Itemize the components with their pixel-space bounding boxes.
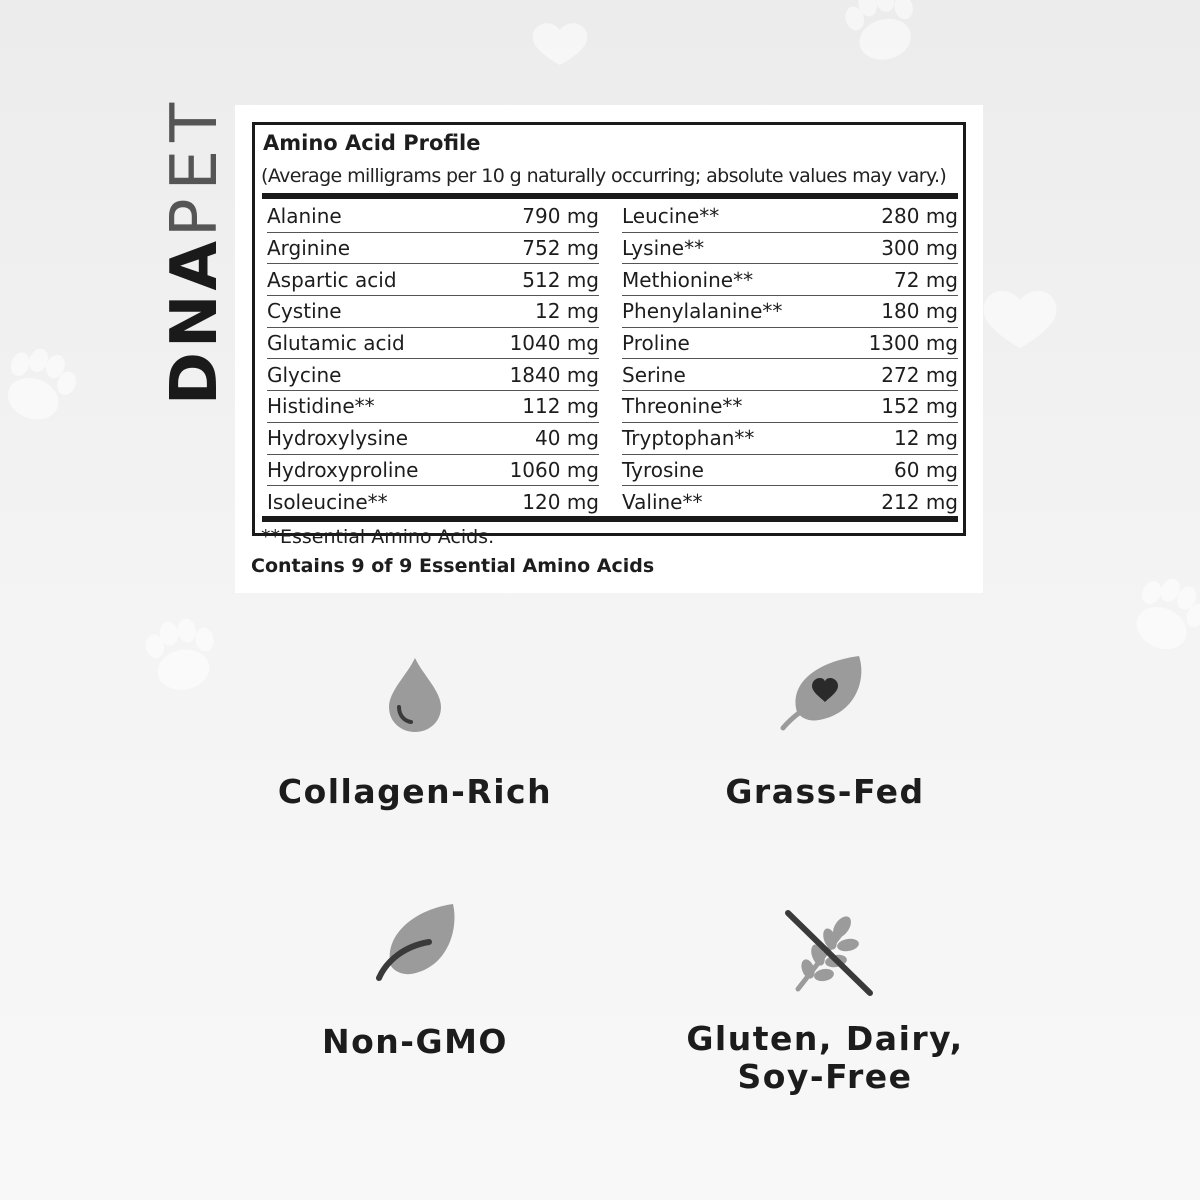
table-row: [267, 486, 599, 518]
amino-value: 752 mg: [522, 236, 599, 261]
feature-label: Grass-Fed: [725, 772, 925, 811]
table-row: [267, 455, 599, 487]
amino-value: 112 mg: [522, 394, 599, 419]
amino-value: 1840 mg: [509, 362, 599, 387]
amino-value: 790 mg: [522, 204, 599, 229]
amino-value: 272 mg: [881, 362, 958, 387]
amino-name: Methionine**: [622, 267, 754, 292]
amino-value: 152 mg: [881, 394, 958, 419]
label-footnote: **Essential Amino Acids.: [261, 526, 495, 548]
amino-name: Alanine: [267, 204, 342, 229]
table-row: [267, 328, 599, 360]
feature-label-line-2: Soy-Free: [737, 1057, 913, 1096]
essential-count-note: Contains 9 of 9 Essential Amino Acids: [251, 555, 655, 577]
leaf-icon: [365, 900, 465, 985]
table-row: [622, 328, 958, 360]
table-row: [622, 423, 958, 455]
table-row: [622, 391, 958, 423]
amino-value: 1300 mg: [868, 331, 958, 356]
leaf-heart-icon: [775, 650, 875, 735]
heart-icon: [984, 291, 1057, 348]
amino-name: Leucine**: [622, 204, 720, 229]
crossed-wheat-icon: [770, 905, 880, 1000]
brand-logo: [155, 94, 235, 406]
label-title: Amino Acid Profile: [263, 131, 481, 155]
table-row: [267, 201, 599, 233]
paw-icon: [142, 614, 221, 695]
table-row: [267, 296, 599, 328]
label-subtitle: (Average milligrams per 10 g naturally occurring; absolute values may vary.): [261, 165, 947, 187]
table-row: [267, 391, 599, 423]
table-row: [622, 455, 958, 487]
paw-icon: [840, 0, 924, 67]
paw-icon: [1123, 569, 1200, 661]
feature-label: Collagen-Rich: [277, 772, 553, 811]
amino-value: 12 mg: [535, 299, 599, 324]
amino-value: 180 mg: [881, 299, 958, 324]
feature-label-line-1: Gluten, Dairy,: [686, 1019, 964, 1058]
feature-non-gmo: [255, 900, 575, 1061]
feature-collagen-rich: [255, 655, 575, 811]
amino-name: Tyrosine: [622, 457, 704, 482]
amino-value: 1040 mg: [509, 331, 599, 356]
amino-name: Isoleucine**: [267, 490, 388, 515]
brand-logo-thin: PET: [158, 94, 232, 237]
feature-allergen-free: [665, 905, 985, 1096]
table-row: [267, 233, 599, 265]
amino-name: Threonine**: [622, 394, 743, 419]
amino-name: Valine**: [622, 490, 703, 515]
amino-name: Lysine**: [622, 236, 705, 261]
amino-value: 60 mg: [894, 457, 958, 482]
amino-value: 512 mg: [522, 267, 599, 292]
water-drop-icon: [385, 655, 445, 735]
feature-label: Non-GMO: [322, 1022, 508, 1061]
table-row: [267, 264, 599, 296]
amino-value: 300 mg: [881, 236, 958, 261]
brand-logo-bold: DNA: [158, 236, 232, 406]
amino-name: Phenylalanine**: [622, 299, 783, 324]
amino-name: Histidine**: [267, 394, 375, 419]
amino-value: 1060 mg: [509, 457, 599, 482]
amino-value: 40 mg: [535, 426, 599, 451]
table-row: [622, 264, 958, 296]
heart-icon: [533, 23, 588, 65]
amino-name: Glutamic acid: [267, 331, 405, 356]
amino-name: Hydroxyproline: [267, 457, 419, 482]
amino-name: Proline: [622, 331, 690, 356]
top-rule: [262, 193, 958, 199]
table-row: [622, 486, 958, 518]
amino-name: Aspartic acid: [267, 267, 397, 292]
table-row: [622, 233, 958, 265]
table-row: [622, 296, 958, 328]
amino-acid-column-left: [267, 201, 599, 518]
amino-name: Arginine: [267, 236, 351, 261]
table-row: [267, 423, 599, 455]
amino-acid-table: [267, 201, 957, 521]
amino-value: 212 mg: [881, 490, 958, 515]
table-row: [622, 359, 958, 391]
table-row: [622, 201, 958, 233]
amino-value: 280 mg: [881, 204, 958, 229]
amino-value: 120 mg: [522, 490, 599, 515]
amino-name: Hydroxylysine: [267, 426, 408, 451]
amino-name: Glycine: [267, 362, 342, 387]
amino-name: Serine: [622, 362, 686, 387]
table-row: [267, 359, 599, 391]
amino-name: Tryptophan**: [622, 426, 755, 451]
paw-icon: [0, 341, 83, 430]
amino-acid-column-right: [622, 201, 958, 518]
bottom-rule: [262, 516, 958, 522]
amino-acid-panel: [235, 105, 983, 593]
amino-value: 72 mg: [894, 267, 958, 292]
amino-name: Cystine: [267, 299, 342, 324]
amino-value: 12 mg: [894, 426, 958, 451]
feature-grass-fed: [665, 650, 985, 811]
